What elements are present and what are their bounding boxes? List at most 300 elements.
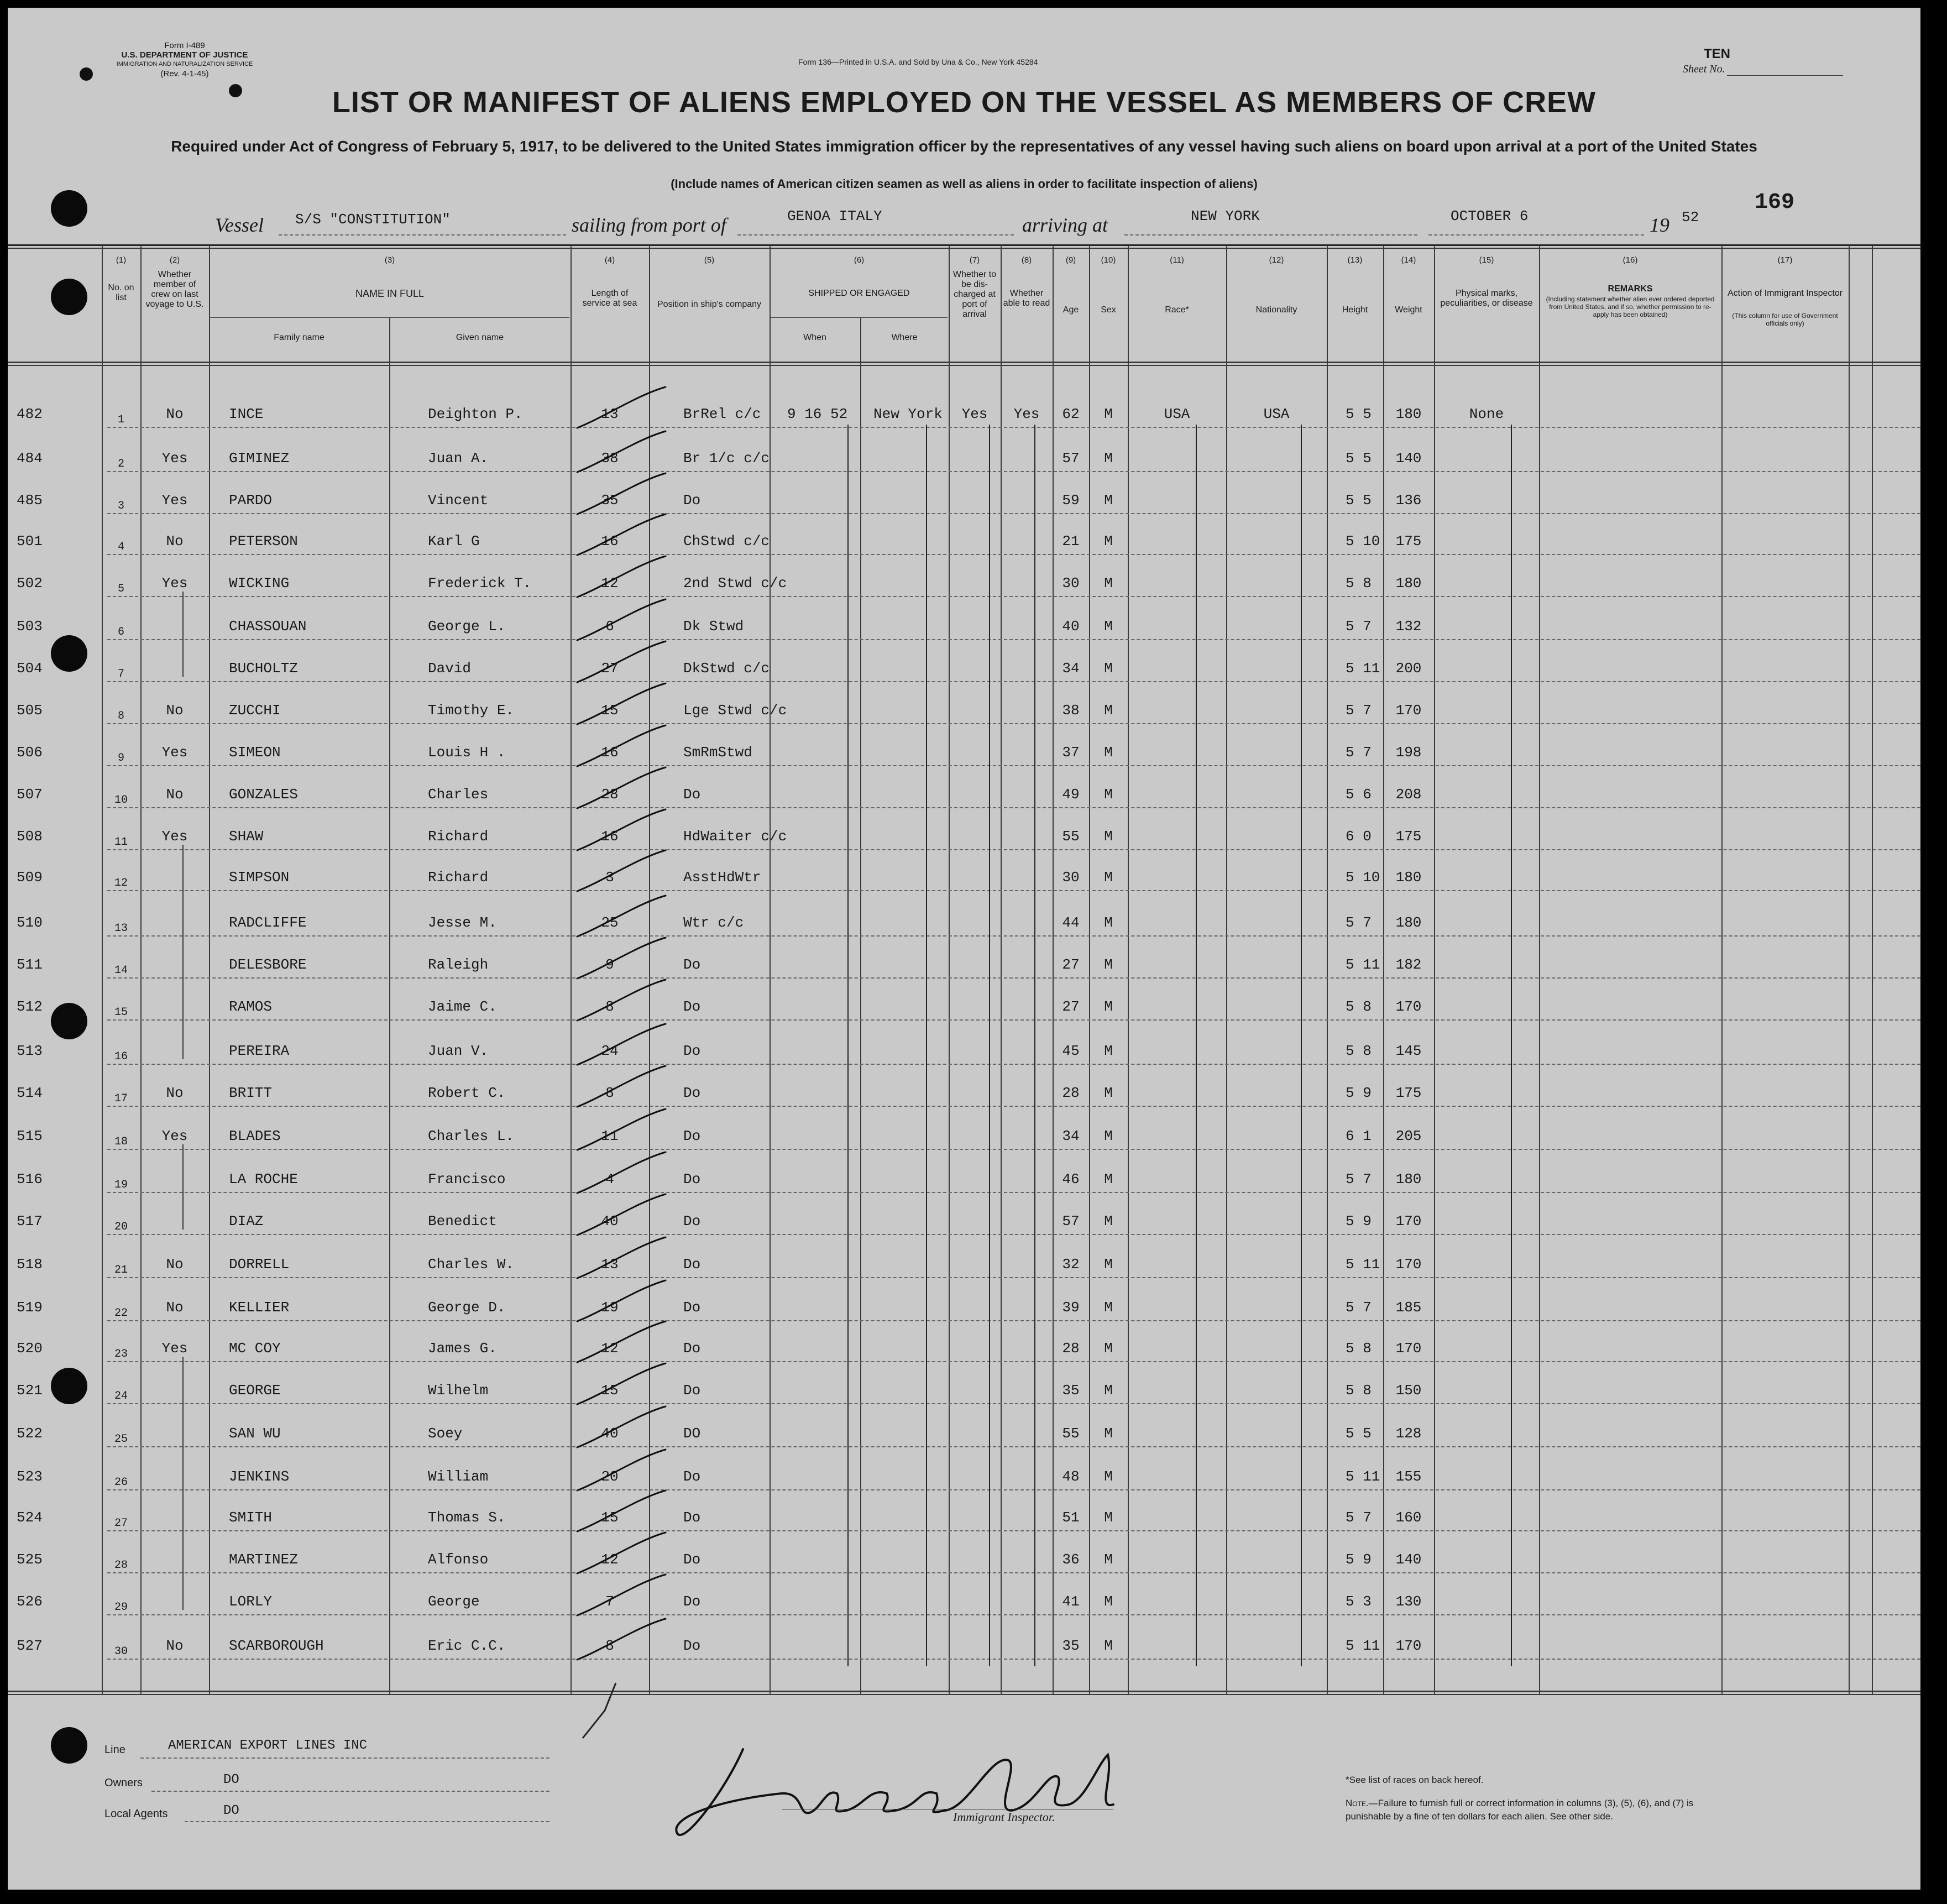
- row-given-name: George L.: [428, 618, 506, 635]
- row-age: 48: [1062, 1468, 1080, 1485]
- row-given-name: Francisco: [428, 1171, 506, 1188]
- tick-stroke: [577, 387, 666, 428]
- row-family-name: BRITT: [229, 1085, 273, 1101]
- tick-stroke: [577, 556, 666, 597]
- row-sex: M: [1104, 1043, 1113, 1059]
- row-weight: 160: [1395, 1509, 1422, 1526]
- row-position: Do: [683, 1256, 701, 1273]
- row-ref-number: 507: [17, 786, 43, 803]
- row-last-voyage: Yes: [161, 492, 188, 509]
- row-age: 62: [1062, 406, 1080, 422]
- row-sex: M: [1104, 1085, 1113, 1101]
- voyage-date: OCTOBER 6: [1451, 208, 1529, 224]
- line-rule: [140, 1757, 549, 1759]
- col9-header: Age: [1063, 305, 1079, 315]
- row-sex: M: [1104, 492, 1113, 509]
- col10-num: (10): [1101, 255, 1116, 265]
- row-position: Do: [683, 956, 701, 973]
- handwritten-marks: [8, 8, 1920, 1890]
- row-position: DO: [683, 1425, 701, 1442]
- row-ref-number: 509: [17, 869, 43, 886]
- row-weight: 208: [1395, 786, 1422, 803]
- row-last-voyage: No: [166, 1299, 184, 1316]
- row-given-name: David: [428, 660, 472, 677]
- row-last-voyage: No: [166, 406, 184, 422]
- row-race: USA: [1164, 406, 1190, 422]
- row-family-name: GEORGE: [229, 1382, 281, 1399]
- row-height: 5 7: [1346, 1509, 1372, 1526]
- row-given-name: Raleigh: [428, 956, 489, 973]
- row-sex: M: [1104, 1299, 1113, 1316]
- row-family-name: SIMPSON: [229, 869, 290, 886]
- year-prefix: 19: [1650, 214, 1669, 236]
- row-sex: M: [1104, 660, 1113, 677]
- col3-num: (3): [384, 255, 395, 265]
- row-weight: 175: [1395, 1085, 1422, 1101]
- col8-header: Whether able to read: [1003, 289, 1050, 308]
- row-ref-number: 520: [17, 1340, 43, 1357]
- row-position: Do: [683, 998, 701, 1015]
- note-label: Note.: [1346, 1798, 1369, 1808]
- check-mark: [583, 1683, 616, 1738]
- row-last-voyage: Yes: [161, 1128, 188, 1144]
- col10-header: Sex: [1101, 305, 1116, 315]
- row-sex: M: [1104, 450, 1113, 467]
- row-age: 41: [1062, 1593, 1080, 1610]
- row-position: Do: [683, 1213, 701, 1230]
- row-number: 25: [114, 1433, 128, 1446]
- row-height: 5 7: [1346, 618, 1372, 635]
- row-number: 20: [114, 1221, 128, 1233]
- row-age: 39: [1062, 1299, 1080, 1316]
- col6-num: (6): [854, 255, 865, 265]
- tick-stroke: [577, 1066, 666, 1107]
- row-position: Do: [683, 1085, 701, 1101]
- row-length-service: 25: [601, 914, 619, 931]
- row-position: Do: [683, 1299, 701, 1316]
- row-given-name: Juan V.: [428, 1043, 489, 1059]
- row-last-voyage: No: [166, 1638, 184, 1654]
- row-family-name: SCARBOROUGH: [229, 1638, 324, 1654]
- row-last-voyage: No: [166, 533, 184, 550]
- row-weight: 136: [1395, 492, 1422, 509]
- row-number: 4: [117, 541, 124, 553]
- row-height: 5 11: [1346, 956, 1380, 973]
- row-position: Do: [683, 1509, 701, 1526]
- row-weight: 198: [1395, 744, 1422, 761]
- row-number: 29: [114, 1601, 128, 1614]
- row-height: 5 5: [1346, 492, 1372, 509]
- row-ref-number: 523: [17, 1468, 43, 1485]
- row-weight: 170: [1395, 998, 1422, 1015]
- row-last-voyage: Yes: [161, 450, 188, 467]
- row-length-service: 13: [601, 1256, 619, 1273]
- row-number: 19: [114, 1179, 128, 1191]
- row-weight: 155: [1395, 1468, 1422, 1485]
- row-ref-number: 485: [17, 492, 43, 509]
- row-height: 5 7: [1346, 914, 1372, 931]
- row-age: 34: [1062, 1128, 1080, 1144]
- row-height: 5 8: [1346, 1340, 1372, 1357]
- row-position: SmRmStwd: [683, 744, 752, 761]
- row-sex: M: [1104, 828, 1113, 845]
- row-ref-number: 503: [17, 618, 43, 635]
- row-length-service: 38: [601, 450, 619, 467]
- row-family-name: WICKING: [229, 575, 290, 592]
- row-age: 34: [1062, 660, 1080, 677]
- row-given-name: William: [428, 1468, 489, 1485]
- row-position: AsstHdWtr: [683, 869, 761, 886]
- row-ref-number: 513: [17, 1043, 43, 1059]
- row-able-to-read: Yes: [1013, 406, 1040, 422]
- row-family-name: SHAW: [229, 828, 264, 845]
- row-when: 9 16 52: [787, 406, 848, 422]
- line-value: AMERICAN EXPORT LINES INC: [168, 1738, 368, 1753]
- row-height: 5 8: [1346, 575, 1372, 592]
- row-length-service: 16: [601, 744, 619, 761]
- owners-label: Owners: [104, 1777, 143, 1789]
- col13-header: Height: [1342, 305, 1368, 315]
- row-sex: M: [1104, 1256, 1113, 1273]
- tick-stroke: [577, 1194, 666, 1235]
- row-age: 55: [1062, 828, 1080, 845]
- printer-note: Form 136—Printed in U.S.A. and Sold by Una & Co., New York 45284: [798, 57, 1038, 66]
- row-age: 37: [1062, 744, 1080, 761]
- col8-num: (8): [1021, 255, 1032, 265]
- arriving-label: arriving at: [1022, 214, 1108, 236]
- row-given-name: Deighton P.: [428, 406, 523, 422]
- row-number: 8: [117, 710, 124, 723]
- row-ref-number: 522: [17, 1425, 43, 1442]
- col17-num: (17): [1777, 255, 1793, 265]
- row-age: 40: [1062, 618, 1080, 635]
- col15-header: Physical marks, peculiarities, or disease: [1440, 289, 1533, 308]
- tick-stroke: [577, 1321, 666, 1362]
- tick-stroke: [577, 1024, 666, 1065]
- required-text: Required under Act of Congress of February 5, 1917, to be delivered to the United States immigration officer by the representatives of any vessel having such aliens on board upon arrival at a port of the United States: [171, 138, 1757, 155]
- fine-note: [1346, 1797, 1699, 1823]
- row-number: 10: [114, 794, 128, 807]
- row-number: 11: [114, 836, 128, 849]
- row-number: 14: [114, 964, 128, 977]
- row-sex: M: [1104, 1468, 1113, 1485]
- inspector-signature: [660, 1722, 1135, 1865]
- row-family-name: MARTINEZ: [229, 1551, 298, 1568]
- row-ref-number: 516: [17, 1171, 43, 1188]
- row-length-service: 15: [601, 1382, 619, 1399]
- row-ref-number: 506: [17, 744, 43, 761]
- row-family-name: SIMEON: [229, 744, 281, 761]
- row-given-name: Alfonso: [428, 1551, 489, 1568]
- row-age: 46: [1062, 1171, 1080, 1188]
- row-age: 59: [1062, 492, 1080, 509]
- row-height: 5 10: [1346, 533, 1380, 550]
- row-age: 30: [1062, 575, 1080, 592]
- col16-header: REMARKS: [1608, 284, 1653, 294]
- row-length-service: 4: [605, 1171, 614, 1188]
- row-height: 5 5: [1346, 406, 1372, 422]
- row-given-name: Jaime C.: [428, 998, 497, 1015]
- row-weight: 182: [1395, 956, 1422, 973]
- row-height: 5 9: [1346, 1551, 1372, 1568]
- row-family-name: SAN WU: [229, 1425, 281, 1442]
- row-sex: M: [1104, 1213, 1113, 1230]
- row-number: 22: [114, 1307, 128, 1320]
- row-sex: M: [1104, 956, 1113, 973]
- tick-stroke: [577, 1363, 666, 1404]
- row-position: HdWaiter c/c: [683, 828, 787, 845]
- tick-stroke: [577, 1575, 666, 1615]
- row-given-name: Vincent: [428, 492, 489, 509]
- row-height: 5 11: [1346, 1638, 1380, 1654]
- row-number: 15: [114, 1006, 128, 1019]
- row-height: 5 9: [1346, 1085, 1372, 1101]
- row-length-service: 12: [601, 575, 619, 592]
- row-last-voyage: No: [166, 1256, 184, 1273]
- row-age: 49: [1062, 786, 1080, 803]
- row-sex: M: [1104, 575, 1113, 592]
- row-length-service: 6: [605, 618, 614, 635]
- col1-num: (1): [116, 255, 127, 265]
- row-family-name: DIAZ: [229, 1213, 264, 1230]
- row-family-name: DORRELL: [229, 1256, 290, 1273]
- row-height: 5 11: [1346, 660, 1380, 677]
- tick-stroke: [577, 850, 666, 891]
- row-ref-number: 521: [17, 1382, 43, 1399]
- form-number: Form I-489: [164, 41, 205, 50]
- row-ref-number: 514: [17, 1085, 43, 1101]
- row-weight: 175: [1395, 828, 1422, 845]
- col5-header: Position in ship's company: [657, 300, 762, 309]
- row-sex: M: [1104, 1171, 1113, 1188]
- row-number: 16: [114, 1050, 128, 1063]
- row-height: 5 6: [1346, 786, 1372, 803]
- row-position: Dk Stwd: [683, 618, 744, 635]
- where-header: Where: [891, 333, 918, 342]
- row-length-service: 12: [601, 1551, 619, 1568]
- row-age: 21: [1062, 533, 1080, 550]
- row-sex: M: [1104, 1382, 1113, 1399]
- col4-num: (4): [604, 255, 615, 265]
- row-age: 32: [1062, 1256, 1080, 1273]
- row-weight: 200: [1395, 660, 1422, 677]
- row-number: 27: [114, 1517, 128, 1530]
- row-ref-number: 518: [17, 1256, 43, 1273]
- row-weight: 128: [1395, 1425, 1422, 1442]
- row-where: New York: [873, 406, 943, 422]
- row-given-name: George: [428, 1593, 480, 1610]
- row-ref-number: 482: [17, 406, 43, 422]
- row-age: 55: [1062, 1425, 1080, 1442]
- row-number: 26: [114, 1476, 128, 1489]
- row-length-service: 13: [601, 406, 619, 422]
- row-sex: M: [1104, 702, 1113, 719]
- row-ref-number: 505: [17, 702, 43, 719]
- row-height: 5 7: [1346, 744, 1372, 761]
- col2-num: (2): [169, 255, 180, 265]
- race-note: *See list of races on back hereof.: [1346, 1775, 1484, 1785]
- row-position: BrRel c/c: [683, 406, 761, 422]
- row-age: 38: [1062, 702, 1080, 719]
- manifest-sheet: [8, 8, 1920, 1890]
- row-weight: 170: [1395, 702, 1422, 719]
- row-weight: 180: [1395, 914, 1422, 931]
- col11-num: (11): [1170, 255, 1184, 265]
- col3-header: NAME IN FULL: [355, 288, 425, 299]
- row-ref-number: 524: [17, 1509, 43, 1526]
- row-position: Wtr c/c: [683, 914, 744, 931]
- row-family-name: RAMOS: [229, 998, 273, 1015]
- row-length-service: 28: [601, 786, 619, 803]
- row-sex: M: [1104, 1425, 1113, 1442]
- row-height: 5 10: [1346, 869, 1380, 886]
- row-weight: 145: [1395, 1043, 1422, 1059]
- col15-num: (15): [1479, 255, 1494, 265]
- sheet-number-value: TEN: [1704, 46, 1730, 61]
- col12-num: (12): [1269, 255, 1284, 265]
- col7-num: (7): [969, 255, 980, 265]
- row-position: Do: [683, 1468, 701, 1485]
- tick-stroke: [577, 641, 666, 682]
- row-length-service: 11: [601, 1128, 619, 1144]
- row-family-name: LORLY: [229, 1593, 273, 1610]
- tick-stroke: [577, 767, 666, 808]
- row-number: 23: [114, 1348, 128, 1361]
- col2-header: Whether member of crew on last voyage to U.S.: [145, 270, 204, 309]
- stamp-number: 169: [1755, 190, 1795, 215]
- row-last-voyage: No: [166, 1085, 184, 1101]
- row-weight: 130: [1395, 1593, 1422, 1610]
- row-given-name: Richard: [428, 828, 489, 845]
- tick-stroke: [577, 683, 666, 724]
- row-given-name: Karl G: [428, 533, 480, 550]
- family-name-header: Family name: [274, 333, 324, 342]
- row-given-name: Charles: [428, 786, 489, 803]
- row-position: Do: [683, 786, 701, 803]
- tick-stroke: [577, 1280, 666, 1321]
- col14-num: (14): [1401, 255, 1416, 265]
- row-height: 5 8: [1346, 1043, 1372, 1059]
- row-position: Do: [683, 1340, 701, 1357]
- tick-stroke: [577, 514, 666, 555]
- row-family-name: PARDO: [229, 492, 273, 509]
- row-sex: M: [1104, 786, 1113, 803]
- row-weight: 180: [1395, 869, 1422, 886]
- row-weight: 140: [1395, 1551, 1422, 1568]
- row-number: 18: [114, 1136, 128, 1148]
- row-nationality: USA: [1263, 406, 1290, 422]
- row-age: 27: [1062, 956, 1080, 973]
- tick-stroke: [577, 896, 666, 937]
- row-given-name: Thomas S.: [428, 1509, 506, 1526]
- row-age: 27: [1062, 998, 1080, 1015]
- row-age: 35: [1062, 1638, 1080, 1654]
- row-given-name: Charles W.: [428, 1256, 515, 1273]
- row-position: ChStwd c/c: [683, 533, 770, 550]
- col7-header: Whether to be dis-charged at port of arrival: [952, 270, 997, 319]
- tick-stroke: [577, 809, 666, 850]
- row-sex: M: [1104, 914, 1113, 931]
- row-sex: M: [1104, 1509, 1113, 1526]
- row-sex: M: [1104, 998, 1113, 1015]
- row-height: 6 0: [1346, 828, 1372, 845]
- sailing-label: sailing from port of: [572, 214, 726, 236]
- row-length-service: 16: [601, 533, 619, 550]
- tick-stroke: [577, 1450, 666, 1490]
- inspector-label: Immigrant Inspector.: [953, 1810, 1055, 1824]
- row-given-name: Frederick T.: [428, 575, 532, 592]
- tick-stroke: [577, 1619, 666, 1660]
- row-position: DkStwd c/c: [683, 660, 770, 677]
- given-name-header: Given name: [456, 333, 504, 342]
- row-family-name: KELLIER: [229, 1299, 290, 1316]
- row-position: Do: [683, 1551, 701, 1568]
- row-family-name: GIMINEZ: [229, 450, 290, 467]
- agents-label: Local Agents: [104, 1808, 168, 1820]
- row-weight: 180: [1395, 406, 1422, 422]
- when-header: When: [803, 333, 826, 342]
- row-given-name: Jesse M.: [428, 914, 497, 931]
- row-sex: M: [1104, 1340, 1113, 1357]
- row-length-service: 15: [601, 1509, 619, 1526]
- department: U.S. DEPARTMENT OF JUSTICE: [121, 50, 248, 60]
- row-ref-number: 502: [17, 575, 43, 592]
- row-family-name: ZUCCHI: [229, 702, 281, 719]
- row-length-service: 24: [601, 1043, 619, 1059]
- row-given-name: Eric C.C.: [428, 1638, 506, 1654]
- row-age: 51: [1062, 1509, 1080, 1526]
- row-sex: M: [1104, 1128, 1113, 1144]
- row-number: 21: [114, 1264, 128, 1277]
- row-weight: 170: [1395, 1256, 1422, 1273]
- row-weight: 180: [1395, 1171, 1422, 1188]
- row-height: 5 3: [1346, 1593, 1372, 1610]
- col5-num: (5): [704, 255, 715, 265]
- row-age: 45: [1062, 1043, 1080, 1059]
- row-position: Do: [683, 492, 701, 509]
- row-discharged: Yes: [961, 406, 988, 422]
- row-family-name: PETERSON: [229, 533, 298, 550]
- row-ref-number: 510: [17, 914, 43, 931]
- tick-stroke: [577, 980, 666, 1021]
- row-family-name: RADCLIFFE: [229, 914, 307, 931]
- row-weight: 205: [1395, 1128, 1422, 1144]
- row-ref-number: 484: [17, 450, 43, 467]
- row-given-name: Timothy E.: [428, 702, 515, 719]
- tick-stroke: [577, 1237, 666, 1278]
- row-family-name: LA ROCHE: [229, 1171, 298, 1188]
- tick-stroke: [577, 1109, 666, 1150]
- row-age: 44: [1062, 914, 1080, 931]
- row-length-service: 7: [605, 1593, 614, 1610]
- include-text: (Include names of American citizen seamen as well as aliens in order to facilitate inspection of aliens): [671, 177, 1258, 191]
- col14-header: Weight: [1395, 305, 1422, 315]
- tick-stroke: [577, 1406, 666, 1447]
- row-given-name: Juan A.: [428, 450, 489, 467]
- row-height: 5 5: [1346, 450, 1372, 467]
- row-number: 17: [114, 1092, 128, 1105]
- page-title: LIST OR MANIFEST OF ALIENS EMPLOYED ON THE VESSEL AS MEMBERS OF CREW: [332, 86, 1597, 119]
- tick-stroke: [577, 1152, 666, 1193]
- row-number: 13: [114, 922, 128, 935]
- tick-stroke: [577, 1532, 666, 1573]
- row-sex: M: [1104, 533, 1113, 550]
- port-to: NEW YORK: [1191, 208, 1260, 224]
- row-sex: M: [1104, 1551, 1113, 1568]
- row-length-service: 12: [601, 1340, 619, 1357]
- row-height: 5 7: [1346, 1171, 1372, 1188]
- row-last-voyage: Yes: [161, 1340, 188, 1357]
